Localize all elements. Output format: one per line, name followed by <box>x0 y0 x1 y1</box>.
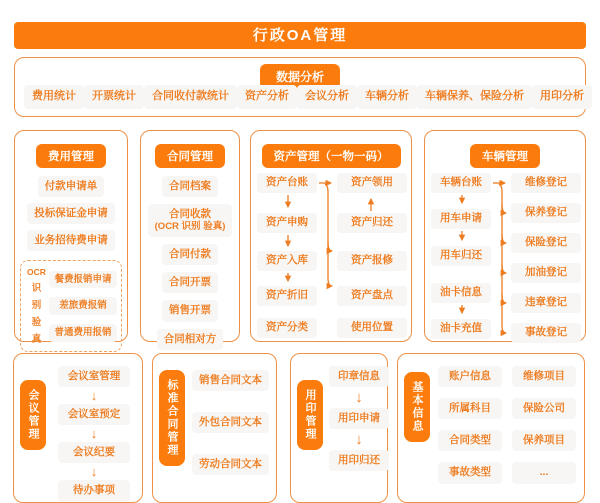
contract-items <box>148 176 233 350</box>
stat-vehicle: 车辆分析 <box>357 85 417 109</box>
node-asset-location: 使用位置 <box>337 318 407 338</box>
ocr-char: 验 <box>31 317 42 329</box>
down-arrow-icon: ↓ <box>90 426 98 442</box>
node-payment-request: 付款申请单 <box>38 176 105 197</box>
node-entertainment-expense: 业务招待费申请 <box>27 230 115 251</box>
app-title-banner: 行政OA管理 <box>14 22 586 49</box>
standard-contract-header: 标准合同管理 <box>159 370 185 466</box>
node-asset-category: 资产分类 <box>257 318 317 338</box>
node-meeting-room-booking: 会议室预定 <box>58 404 130 425</box>
node-meeting-minutes: 会议纪要 <box>58 442 130 463</box>
node-outsourcing-contract-text: 外包合同文本 <box>192 412 269 433</box>
stat-invoice: 开票统计 <box>84 85 144 109</box>
basic-info-col2 <box>512 366 576 494</box>
expense-header: 费用管理 <box>36 144 106 168</box>
node-contract-invoice: 合同开票 <box>162 272 218 293</box>
node-asset-purchase: 资产申购 <box>257 213 317 233</box>
vehicle-header: 车辆管理 <box>470 144 540 168</box>
ocr-items <box>49 271 116 343</box>
node-insurance-register: 保险登记 <box>511 233 581 253</box>
node-contract-archive: 合同档案 <box>162 176 218 197</box>
asset-header: 资产管理（一物一码） <box>262 144 401 168</box>
ocr-char: OCR <box>27 267 46 278</box>
stat-asset: 资产分析 <box>237 85 297 109</box>
node-subject-category: 所属科目 <box>438 398 502 419</box>
down-arrow-icon: ↓ <box>355 389 363 407</box>
node-vehicle-ledger: 车辆台账 <box>431 173 491 193</box>
node-contract-counterparty: 合同相对方 <box>157 329 224 350</box>
seal-items <box>329 362 389 494</box>
node-meeting-room-mgmt: 会议室管理 <box>58 366 130 387</box>
node-maintenance-register: 保养登记 <box>511 203 581 223</box>
expense-panel <box>14 130 128 346</box>
down-arrow-icon: ↓ <box>90 388 98 404</box>
node-contract-type: 合同类型 <box>438 430 502 451</box>
basic-info-items <box>436 362 578 494</box>
node-asset-stocktake: 资产盘点 <box>337 286 407 306</box>
node-asset-inbound: 资产入库 <box>257 251 317 271</box>
ocr-char: 真 <box>31 334 42 346</box>
node-maintenance-item: 保养项目 <box>512 430 576 451</box>
standard-contract-items <box>191 362 270 494</box>
node-vehicle-request: 用车申请 <box>431 209 491 229</box>
node-ellipsis: ... <box>512 462 576 483</box>
node-refuel-register: 加油登记 <box>511 263 581 283</box>
basic-info-panel <box>397 353 585 503</box>
seal-panel <box>290 353 388 503</box>
stat-contract-payment: 合同收付款统计 <box>144 85 237 109</box>
node-account-info: 账户信息 <box>438 366 502 387</box>
node-labor-contract-text: 劳动合同文本 <box>192 454 269 475</box>
ocr-label <box>26 267 46 345</box>
stat-meeting: 会议分析 <box>297 85 357 109</box>
node-seal-info: 印章信息 <box>329 366 389 387</box>
node-accident-type: 事故类型 <box>438 462 502 483</box>
analysis-items-row <box>24 85 584 109</box>
contract-header: 合同管理 <box>155 144 225 168</box>
node-bid-bond: 投标保证金申请 <box>27 203 115 224</box>
basic-info-header: 基本信息 <box>404 372 430 442</box>
node-asset-return: 资产归还 <box>337 213 407 233</box>
node-fuel-card-recharge: 油卡充值 <box>431 319 491 339</box>
expense-items <box>27 176 115 251</box>
down-arrow-icon: ↓ <box>355 431 363 449</box>
node-insurance-company: 保险公司 <box>512 398 576 419</box>
seal-header: 用印管理 <box>297 380 323 450</box>
meeting-items <box>52 362 136 497</box>
node-repair-item: 维修项目 <box>512 366 576 387</box>
node-asset-depreciation: 资产折旧 <box>257 286 317 306</box>
node-contract-payment: 合同付款 <box>162 244 218 265</box>
meeting-panel <box>13 353 143 503</box>
node-travel-reimburse: 差旅费报销 <box>49 297 116 315</box>
ocr-group <box>20 260 121 352</box>
node-asset-repair: 资产报修 <box>337 251 407 271</box>
node-fuel-card-info: 油卡信息 <box>431 283 491 303</box>
meeting-header: 会议管理 <box>20 380 46 450</box>
node-vehicle-return: 用车归还 <box>431 246 491 266</box>
node-accident-register: 事故登记 <box>511 323 581 343</box>
node-contract-receipt-line2: (OCR 识别 验真) <box>154 221 226 233</box>
node-meal-reimburse: 餐费报销申请 <box>49 271 116 289</box>
stat-expense: 费用统计 <box>24 85 84 109</box>
ocr-char: 识 <box>31 283 42 295</box>
node-violation-register: 违章登记 <box>511 293 581 313</box>
asset-panel <box>250 130 412 342</box>
node-asset-checkout: 资产领用 <box>337 173 407 193</box>
node-todo-items: 待办事项 <box>58 480 130 501</box>
basic-info-col1 <box>438 366 502 494</box>
node-general-reimburse: 普通费用报销 <box>49 324 116 342</box>
node-seal-request: 用印申请 <box>329 408 389 429</box>
stat-vehicle-maintenance: 车辆保养、保险分析 <box>417 85 532 109</box>
stat-seal: 用印分析 <box>532 85 592 109</box>
node-asset-ledger: 资产台账 <box>257 173 317 193</box>
down-arrow-icon: ↓ <box>90 464 98 480</box>
node-sales-contract-text: 销售合同文本 <box>192 370 269 391</box>
node-contract-receipt <box>148 204 233 237</box>
node-contract-receipt-line1: 合同收款 <box>169 208 211 221</box>
data-analysis-header: 数据分析 <box>260 64 340 89</box>
vehicle-panel <box>424 130 586 342</box>
node-seal-return: 用印归还 <box>329 450 389 471</box>
node-sales-invoice: 销售开票 <box>162 300 218 321</box>
data-analysis-panel <box>14 57 586 117</box>
standard-contract-panel <box>152 353 277 503</box>
ocr-char: 别 <box>31 300 42 312</box>
node-repair-register: 维修登记 <box>511 173 581 193</box>
contract-panel <box>140 130 240 345</box>
